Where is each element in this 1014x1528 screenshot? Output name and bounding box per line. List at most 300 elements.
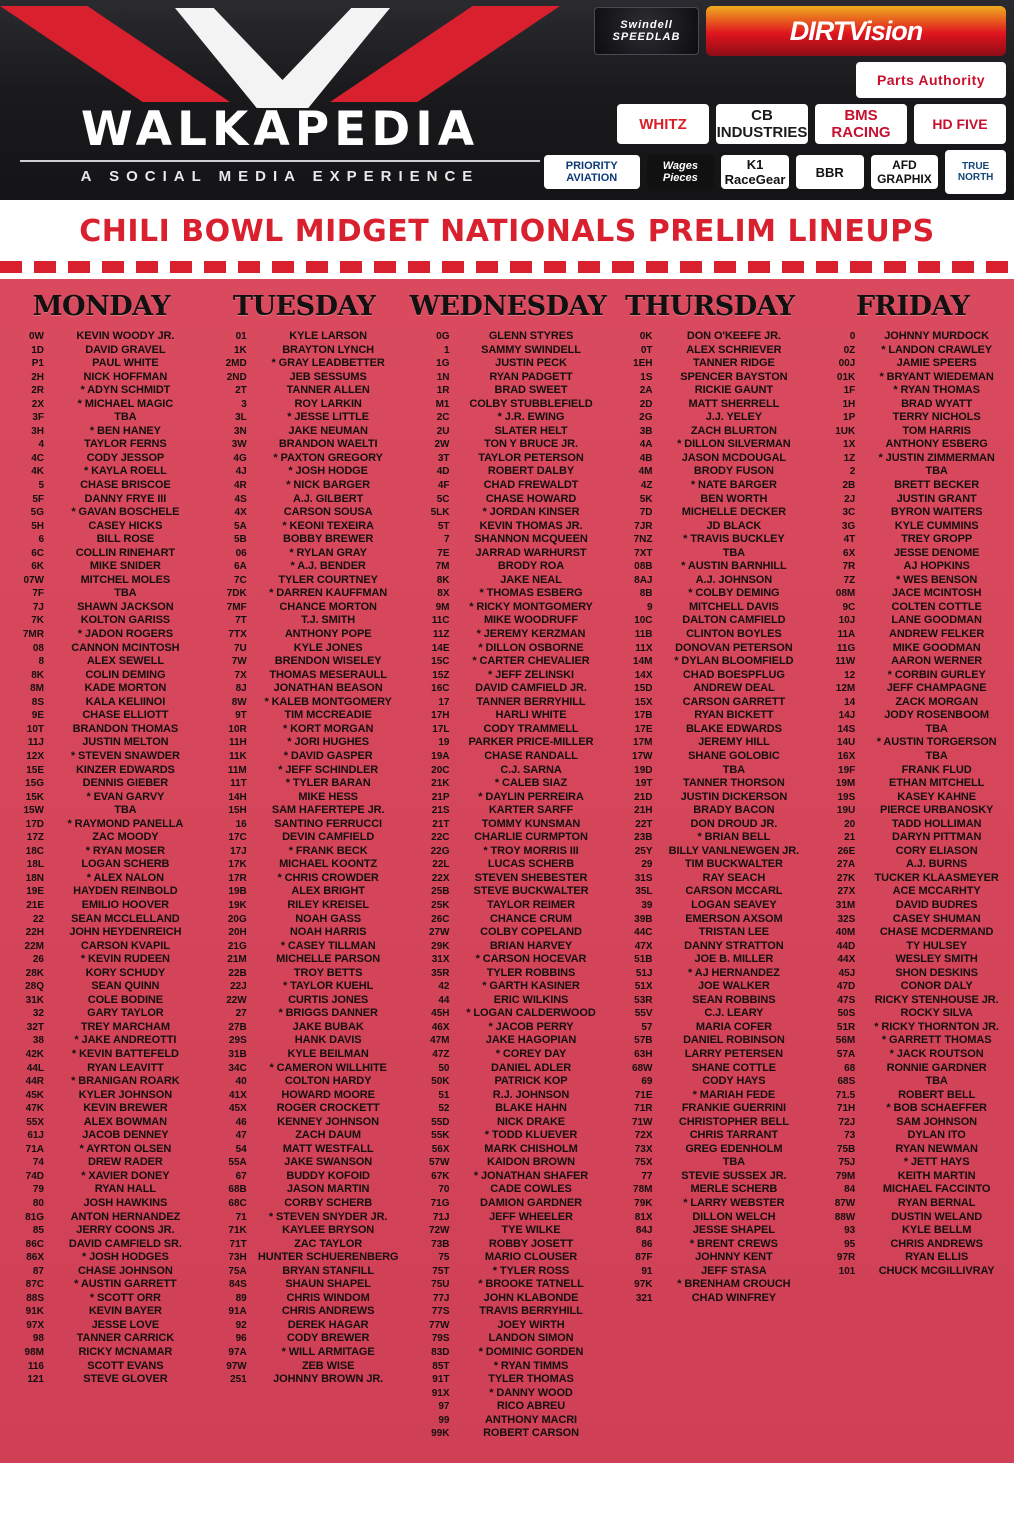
- car-number: 44D: [836, 940, 856, 952]
- car-number: 44C: [634, 927, 653, 939]
- car-number: 57A: [836, 1048, 856, 1060]
- car-number: 251: [230, 1374, 247, 1386]
- car-number: 32: [32, 1008, 44, 1020]
- list-item: [4, 1156, 199, 1170]
- list-item: [207, 1197, 402, 1211]
- list-item: [613, 777, 808, 791]
- list-item: [207, 1332, 402, 1346]
- car-number: 17E: [634, 723, 653, 735]
- list-item: [4, 547, 199, 561]
- driver-name: CODY JESSOP: [86, 451, 165, 464]
- car-number: 5A: [233, 520, 247, 532]
- driver-name: JESSE DENOME: [893, 546, 980, 559]
- car-number: 21: [844, 832, 856, 844]
- driver-name: AJ HOPKINS: [903, 560, 970, 573]
- car-number: 2J: [844, 493, 856, 505]
- car-number: 55X: [26, 1116, 44, 1128]
- car-number: 1UK: [835, 425, 856, 437]
- brand-divider: [20, 160, 540, 162]
- list-item: [4, 1360, 199, 1374]
- lineups-board: [0, 279, 1014, 1463]
- driver-name: MERLE SCHERB: [690, 1183, 778, 1196]
- driver-name: TY HULSEY: [906, 939, 967, 952]
- car-number: 68B: [228, 1184, 247, 1196]
- car-number: 8K: [31, 669, 44, 681]
- list-item: [207, 438, 402, 452]
- car-number: 81X: [634, 1211, 653, 1223]
- car-number: 39B: [634, 913, 653, 925]
- list-item: [410, 1292, 605, 1306]
- list-item: [613, 371, 808, 385]
- car-number: 5K: [639, 493, 653, 505]
- car-number: 7U: [233, 642, 247, 654]
- driver-name: DANNY STRATTON: [684, 939, 784, 952]
- driver-name: TERRY NICHOLS: [892, 411, 981, 424]
- title-bar: [0, 200, 1014, 279]
- car-number: 18C: [25, 845, 44, 857]
- driver-name: MARK CHISHOLM: [484, 1142, 578, 1155]
- list-item: [207, 344, 402, 358]
- driver-name: * RYAN MOSER: [85, 844, 166, 857]
- list-item: [815, 885, 1010, 899]
- driver-name: TAYLOR REIMER: [487, 898, 575, 911]
- car-number: 44R: [25, 1076, 44, 1088]
- car-number: 38: [32, 1035, 44, 1047]
- driver-name: BEN WORTH: [700, 492, 768, 505]
- car-number: 73H: [228, 1252, 247, 1264]
- driver-name: BOBBY BREWER: [282, 533, 374, 546]
- car-number: 11B: [634, 629, 653, 641]
- list-item: [410, 1075, 605, 1089]
- driver-name: JERRY COONS JR.: [76, 1224, 175, 1237]
- driver-name: SHAWN JACKSON: [77, 600, 174, 613]
- driver-name: ZACH DAUM: [295, 1129, 361, 1142]
- list-item: [815, 384, 1010, 398]
- hd-five-logo: HD FIVE: [914, 104, 1006, 144]
- driver-name: HANK DAVIS: [294, 1034, 362, 1047]
- car-number: 8X: [437, 588, 450, 600]
- driver-name: BRAD SWEET: [494, 384, 568, 397]
- car-number: 19B: [228, 886, 247, 898]
- driver-name: * KEVIN RUDEEN: [80, 953, 170, 966]
- list-item: [4, 330, 199, 344]
- list-item: [613, 1089, 808, 1103]
- list-item: [613, 642, 808, 656]
- car-number: 73: [844, 1130, 856, 1142]
- car-number: 44L: [26, 1062, 44, 1074]
- list-item: [613, 357, 808, 371]
- list-item: [815, 953, 1010, 967]
- dashed-divider: [0, 261, 1014, 273]
- list-item: [815, 506, 1010, 520]
- driver-name: * BEN HANEY: [89, 424, 161, 437]
- car-number: 11A: [837, 629, 856, 641]
- driver-name: KAIDON BROWN: [486, 1156, 575, 1169]
- list-item: [207, 913, 402, 927]
- list-item: [207, 1265, 402, 1279]
- driver-name: CHANCE CRUM: [489, 912, 572, 925]
- list-item: [613, 1048, 808, 1062]
- car-number: 2D: [639, 398, 653, 410]
- car-number: 5H: [31, 520, 44, 532]
- car-number: 6: [38, 534, 44, 546]
- driver-name: * DOMINIC GORDEN: [478, 1346, 584, 1359]
- list-item: [613, 574, 808, 588]
- driver-name: SHANE GOLOBIC: [688, 749, 780, 762]
- list-item: [410, 384, 605, 398]
- driver-name: TREY GROPP: [901, 533, 973, 546]
- driver-name: TIM BUCKWALTER: [684, 858, 783, 871]
- driver-name: * JAKE ANDREOTTI: [74, 1034, 177, 1047]
- car-number: 19D: [634, 764, 653, 776]
- car-number: 17K: [228, 859, 247, 871]
- list-item: [815, 736, 1010, 750]
- car-number: 5LK: [430, 507, 450, 519]
- car-number: 0W: [29, 331, 44, 342]
- driver-name: ROBERT DALBY: [487, 465, 575, 478]
- driver-name: TYLER ROBBINS: [486, 966, 576, 979]
- car-number: 4Z: [640, 480, 653, 492]
- car-number: 7W: [231, 656, 247, 668]
- list-item: [207, 560, 402, 574]
- list-item: [613, 587, 808, 601]
- car-number: 8S: [31, 696, 44, 708]
- car-number: 67K: [431, 1170, 450, 1182]
- list-item: [815, 1129, 1010, 1143]
- driver-name: TOM HARRIS: [902, 424, 971, 437]
- car-number: 73B: [431, 1238, 450, 1250]
- driver-name: KALA KELIINOI: [85, 695, 166, 708]
- driver-name: TIM MCCREADIE: [284, 709, 372, 722]
- car-number: 97R: [836, 1252, 856, 1264]
- list-item: [613, 980, 808, 994]
- list-item: [4, 1170, 199, 1184]
- car-number: 21H: [634, 805, 653, 817]
- list-item: [207, 669, 402, 683]
- driver-name: SEAN MCCLELLAND: [71, 912, 180, 925]
- car-number: 7E: [437, 547, 450, 559]
- list-item: [410, 696, 605, 710]
- driver-name: TAYLOR FERNS: [84, 438, 167, 451]
- list-item: [4, 344, 199, 358]
- list-item: [410, 1021, 605, 1035]
- list-item: [4, 1211, 199, 1225]
- list-item: [207, 384, 402, 398]
- entry-list: [207, 330, 402, 1387]
- driver-name: JESSE LOVE: [91, 1318, 160, 1331]
- list-item: [613, 344, 808, 358]
- car-number: 55A: [228, 1157, 247, 1169]
- car-number: 14M: [633, 656, 653, 668]
- driver-name: BRAD WYATT: [901, 397, 973, 410]
- driver-name: GARY TAYLOR: [87, 1007, 164, 1020]
- driver-name: BRODY ROA: [497, 560, 565, 573]
- car-number: 6X: [843, 547, 856, 559]
- driver-name: ANTHONY MACRI: [485, 1413, 577, 1426]
- driver-name: CODY HAYS: [702, 1075, 766, 1088]
- list-item: [815, 1156, 1010, 1170]
- list-item: [815, 560, 1010, 574]
- driver-name: RYAN HALL: [94, 1183, 156, 1196]
- car-number: 17B: [634, 710, 653, 722]
- car-number: 4R: [233, 480, 247, 492]
- bbr-logo: BBR: [796, 155, 864, 189]
- car-number: 8W: [231, 696, 247, 708]
- car-number: 3B: [639, 425, 653, 437]
- list-item: [207, 709, 402, 723]
- list-item: [207, 764, 402, 778]
- list-item: [410, 1373, 605, 1387]
- list-item: [410, 452, 605, 466]
- car-number: 15D: [634, 683, 653, 695]
- list-item: [613, 1211, 808, 1225]
- car-number: 27: [235, 1008, 247, 1020]
- car-number: 32S: [837, 913, 856, 925]
- driver-name: DONOVAN PETERSON: [675, 641, 793, 654]
- car-number: 47K: [25, 1103, 44, 1115]
- car-number: 70: [438, 1184, 450, 1196]
- car-number: 75X: [634, 1157, 653, 1169]
- list-item: [4, 628, 199, 642]
- car-number: 11K: [228, 750, 247, 762]
- driver-name: JEFF STASA: [701, 1264, 767, 1277]
- car-number: 01: [235, 331, 247, 342]
- driver-name: * TRAVIS BUCKLEY: [683, 533, 785, 546]
- list-item: [410, 994, 605, 1008]
- car-number: 47M: [430, 1035, 450, 1047]
- car-number: 51B: [634, 954, 653, 966]
- car-number: 21M: [227, 954, 247, 966]
- list-item: [815, 1116, 1010, 1130]
- driver-name: J.J. YELEY: [705, 411, 763, 424]
- list-item: [410, 777, 605, 791]
- car-number: 17: [438, 696, 450, 708]
- car-number: 15W: [23, 805, 44, 817]
- driver-name: AARON WERNER: [891, 655, 983, 668]
- car-number: 83D: [431, 1347, 450, 1359]
- driver-name: JEFF CHAMPAGNE: [886, 682, 987, 695]
- list-item: [4, 533, 199, 547]
- car-number: 68C: [228, 1198, 247, 1209]
- list-item: [4, 723, 199, 737]
- car-number: 14: [844, 696, 856, 708]
- car-number: 29K: [431, 940, 450, 952]
- driver-name: * LARRY WEBSTER: [683, 1197, 785, 1209]
- car-number: 5: [38, 480, 44, 492]
- driver-name: KYLER JOHNSON: [78, 1088, 173, 1101]
- list-item: [410, 1170, 605, 1184]
- driver-name: RYAN PADGETT: [489, 370, 573, 383]
- car-number: 11X: [635, 642, 653, 654]
- list-item: [815, 940, 1010, 954]
- car-number: 74D: [25, 1170, 44, 1182]
- list-item: [4, 764, 199, 778]
- list-item: [4, 1034, 199, 1048]
- car-number: 3N: [233, 425, 247, 437]
- list-item: [815, 330, 1010, 344]
- driver-name: KAYLEE BRYSON: [282, 1224, 375, 1237]
- car-number: 10C: [634, 615, 653, 627]
- car-number: 7NZ: [633, 534, 653, 546]
- driver-name: SAM JOHNSON: [896, 1115, 978, 1128]
- car-number: 7F: [32, 588, 44, 600]
- car-number: 121: [27, 1374, 44, 1386]
- driver-name: COLBY STUBBLEFIELD: [469, 397, 593, 410]
- list-item: [4, 1265, 199, 1279]
- list-item: [815, 926, 1010, 940]
- list-item: [207, 642, 402, 656]
- driver-name: DEVIN CAMFIELD: [282, 831, 375, 844]
- driver-name: CHAD BOESPFLUG: [682, 668, 785, 681]
- list-item: [4, 1102, 199, 1116]
- list-item: [410, 764, 605, 778]
- driver-name: * WES BENSON: [895, 573, 978, 586]
- driver-name: * RAYMOND PANELLA: [67, 817, 184, 830]
- driver-name: TBA: [114, 411, 137, 424]
- car-number: 50S: [837, 1008, 856, 1020]
- driver-name: TROY BETTS: [293, 966, 363, 979]
- car-number: 3H: [31, 425, 44, 437]
- list-item: [410, 1183, 605, 1197]
- driver-name: HARLI WHITE: [495, 709, 567, 722]
- site-header: [0, 0, 1014, 200]
- driver-name: RYAN ELLIS: [905, 1251, 969, 1264]
- driver-name: * J.R. EWING: [497, 411, 565, 424]
- car-number: 21P: [431, 791, 450, 803]
- list-item: [613, 696, 808, 710]
- list-item: [410, 1116, 605, 1130]
- list-item: [410, 1102, 605, 1116]
- list-item: [207, 601, 402, 615]
- list-item: [207, 1156, 402, 1170]
- car-number: 56X: [431, 1143, 450, 1155]
- list-item: [4, 669, 199, 683]
- driver-name: * FRANK BECK: [288, 844, 368, 857]
- list-item: [410, 858, 605, 872]
- list-item: [815, 1034, 1010, 1048]
- driver-name: * CARSON HOCEVAR: [475, 953, 587, 966]
- list-item: [815, 614, 1010, 628]
- driver-name: PATRICK KOP: [494, 1075, 568, 1088]
- list-item: [410, 465, 605, 479]
- car-number: 99K: [431, 1428, 450, 1440]
- car-number: 74: [32, 1157, 44, 1169]
- list-item: [4, 655, 199, 669]
- car-number: 85T: [432, 1360, 450, 1372]
- list-item: [410, 560, 605, 574]
- list-item: [207, 791, 402, 805]
- driver-name: JACE MCINTOSH: [891, 587, 982, 600]
- driver-name: * KEVIN BATTEFELD: [71, 1047, 179, 1060]
- driver-name: KYLE BELLM: [901, 1224, 972, 1237]
- car-number: 3L: [235, 412, 247, 424]
- car-number: 86C: [25, 1238, 44, 1250]
- list-item: [207, 520, 402, 534]
- driver-name: MIKE WOODRUFF: [483, 614, 579, 627]
- driver-name: RICKY STENHOUSE JR.: [874, 993, 999, 1006]
- car-number: 3F: [32, 412, 44, 424]
- list-item: [207, 1211, 402, 1225]
- list-item: [410, 1238, 605, 1252]
- driver-name: * BRIAN BELL: [697, 831, 771, 844]
- car-number: 4K: [31, 466, 44, 478]
- car-number: 8AJ: [634, 574, 653, 586]
- car-number: 55D: [431, 1116, 450, 1128]
- car-number: 4J: [235, 466, 247, 478]
- car-number: 2R: [31, 385, 44, 397]
- list-item: [613, 818, 808, 832]
- list-item: [4, 1305, 199, 1319]
- driver-name: MIKE HESS: [298, 790, 358, 803]
- car-number: 80: [32, 1198, 44, 1209]
- driver-name: DAVID CAMFIELD JR.: [475, 682, 587, 695]
- list-item: [815, 1089, 1010, 1103]
- list-item: [410, 411, 605, 425]
- driver-name: PIERCE URBANOSKY: [879, 804, 994, 817]
- list-item: [410, 1129, 605, 1143]
- car-number: 2H: [31, 371, 44, 383]
- car-number: 97: [438, 1401, 450, 1413]
- list-item: [4, 1129, 199, 1143]
- list-item: [410, 1062, 605, 1076]
- car-number: 25B: [431, 886, 450, 898]
- car-number: 67: [235, 1170, 247, 1182]
- list-item: [410, 425, 605, 439]
- list-item: [613, 330, 808, 344]
- car-number: 71E: [634, 1089, 653, 1101]
- list-item: [207, 926, 402, 940]
- list-item: [207, 845, 402, 859]
- list-item: [4, 1373, 199, 1387]
- driver-name: BRADY BACON: [693, 804, 775, 817]
- car-number: 86X: [26, 1252, 44, 1264]
- car-number: 31M: [835, 899, 856, 911]
- car-number: 5F: [32, 493, 44, 505]
- driver-name: COLBY COPELAND: [480, 926, 582, 939]
- list-item: [815, 1224, 1010, 1238]
- car-number: 1S: [640, 371, 653, 383]
- list-item: [4, 1346, 199, 1360]
- car-number: 9: [646, 601, 653, 613]
- driver-name: * BRYANT WIEDEMAN: [879, 370, 994, 383]
- car-number: 0Z: [843, 344, 856, 356]
- driver-name: DALTON CAMFIELD: [682, 614, 786, 627]
- list-item: [613, 967, 808, 981]
- driver-name: JASON MARTIN: [286, 1183, 370, 1196]
- list-item: [410, 791, 605, 805]
- list-item: [815, 425, 1010, 439]
- driver-name: * BRIGGS DANNER: [278, 1007, 378, 1020]
- list-item: [410, 831, 605, 845]
- car-number: 27K: [836, 872, 856, 884]
- day-column-monday: [0, 291, 203, 1441]
- entry-list: [4, 330, 199, 1387]
- list-item: [613, 953, 808, 967]
- car-number: 0K: [639, 331, 653, 342]
- driver-name: TYE WILKE: [501, 1224, 561, 1237]
- list-item: [410, 628, 605, 642]
- list-item: [4, 1021, 199, 1035]
- car-number: 17L: [432, 723, 450, 735]
- list-item: [207, 493, 402, 507]
- driver-name: NICK HOFFMAN: [83, 370, 168, 383]
- car-number: 77S: [431, 1306, 450, 1318]
- driver-name: * AUSTIN BARNHILL: [681, 560, 787, 573]
- list-item: [207, 614, 402, 628]
- list-item: [613, 1034, 808, 1048]
- car-number: 54: [235, 1143, 247, 1155]
- car-number: 20H: [228, 927, 247, 939]
